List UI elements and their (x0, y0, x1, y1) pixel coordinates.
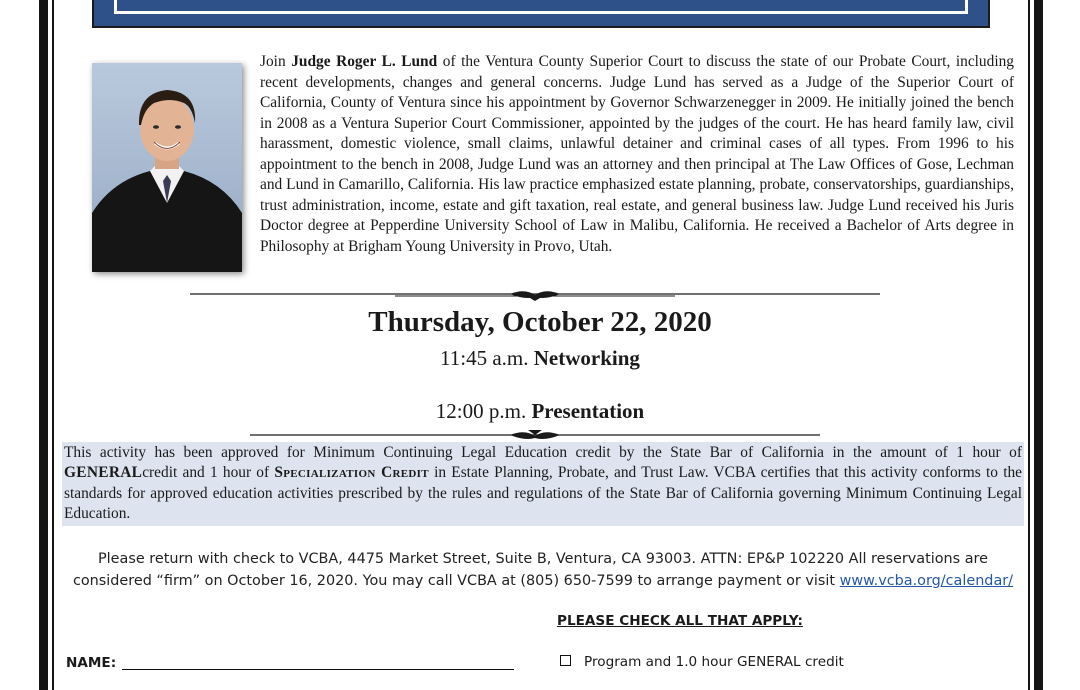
ornament-divider-bottom (190, 428, 880, 442)
return-text: Please return with check to VCBA, 4475 Market Street, Suite B, Ventura, CA 93003. ATTN: EP&P 102220 All reservations are considered “firm” on October 16, 2020. You may call VCBA at (805) 650-7599 to arrange payment or visit (72, 551, 989, 589)
calendar-link[interactable]: www.vcba.org/calendar/ (839, 573, 1014, 589)
header-banner (92, 0, 990, 28)
return-instructions (62, 548, 1024, 592)
presentation-time-line (0, 398, 1080, 424)
ornament-divider-top (190, 288, 880, 302)
option-program-general (560, 654, 844, 670)
bio-intro: Join (260, 53, 292, 70)
mcle-text-3: in Estate Planning, Probate, and Trust Law. VCBA certifies that this activity conforms to the standards for approved education activities prescribed by the rules and regulations of the State Bar of California governing Minimum Continuing Legal Education. (64, 464, 1023, 522)
name-field[interactable] (122, 669, 514, 670)
judge-bio (260, 52, 1014, 257)
check-all-heading: PLEASE CHECK ALL THAT APPLY: (557, 613, 803, 629)
mcle-text-1: This activity has been approved for Minimum Continuing Legal Education credit by the State Bar of California in the amount of 1 hour of (64, 444, 1022, 461)
mcle-text-2: credit and 1 hour of (142, 464, 275, 482)
networking-time: 11:45 a.m. (440, 346, 529, 370)
bio-text: of the Ventura County Superior Court to discuss the state of our Probate Court, including recent developments, changes and general concerns. Judge Lund has served as a Judge of the Superior Court of California, County of Ventura since his appointment by Governor Schwarzenegger in 2009. He initially joined the bench in 2008 as a Ventura Superior Court Commissioner, appointed by the judges of the court. He has heard family law, civil harassment, domestic violence, small claims, unlawful detainer and criminal cases of all types. From 1996 to his appointment to the bench in 2008, Judge Lund was an attorney and then principal at The Law Offices of Gose, Lechman and Lund in Camarillo, California. His law practice emphasized estate planning, probate, conservatorships, guardianships, trust administration, income, estate and gift taxation, real estate, and general business law. Judge Lund received his Juris Doctor degree at Pepperdine University School of Law in Malibu, California. He received a Bachelor of Arts degree in Philosophy at Brigham Young University in Provo, Utah. (260, 53, 1014, 255)
mcle-general: GENERAL (64, 464, 143, 482)
presentation-time: 12:00 p.m. (435, 399, 527, 423)
judge-photo (92, 63, 242, 272)
mcle-credit-notice (62, 442, 1024, 526)
program-general-checkbox[interactable] (560, 655, 571, 666)
name-label: NAME: (66, 655, 117, 671)
option-program-general-label: Program and 1.0 hour GENERAL credit (584, 654, 844, 670)
presentation-label: Presentation (531, 399, 645, 423)
event-date: Thursday, October 22, 2020 (368, 306, 712, 338)
judge-name: Judge Roger L. Lund (291, 53, 438, 70)
mcle-specialization: Specialization Credit (274, 464, 429, 482)
networking-time-line (0, 345, 1080, 371)
networking-label: Networking (533, 346, 640, 370)
header-banner-inner-border (114, 0, 968, 14)
